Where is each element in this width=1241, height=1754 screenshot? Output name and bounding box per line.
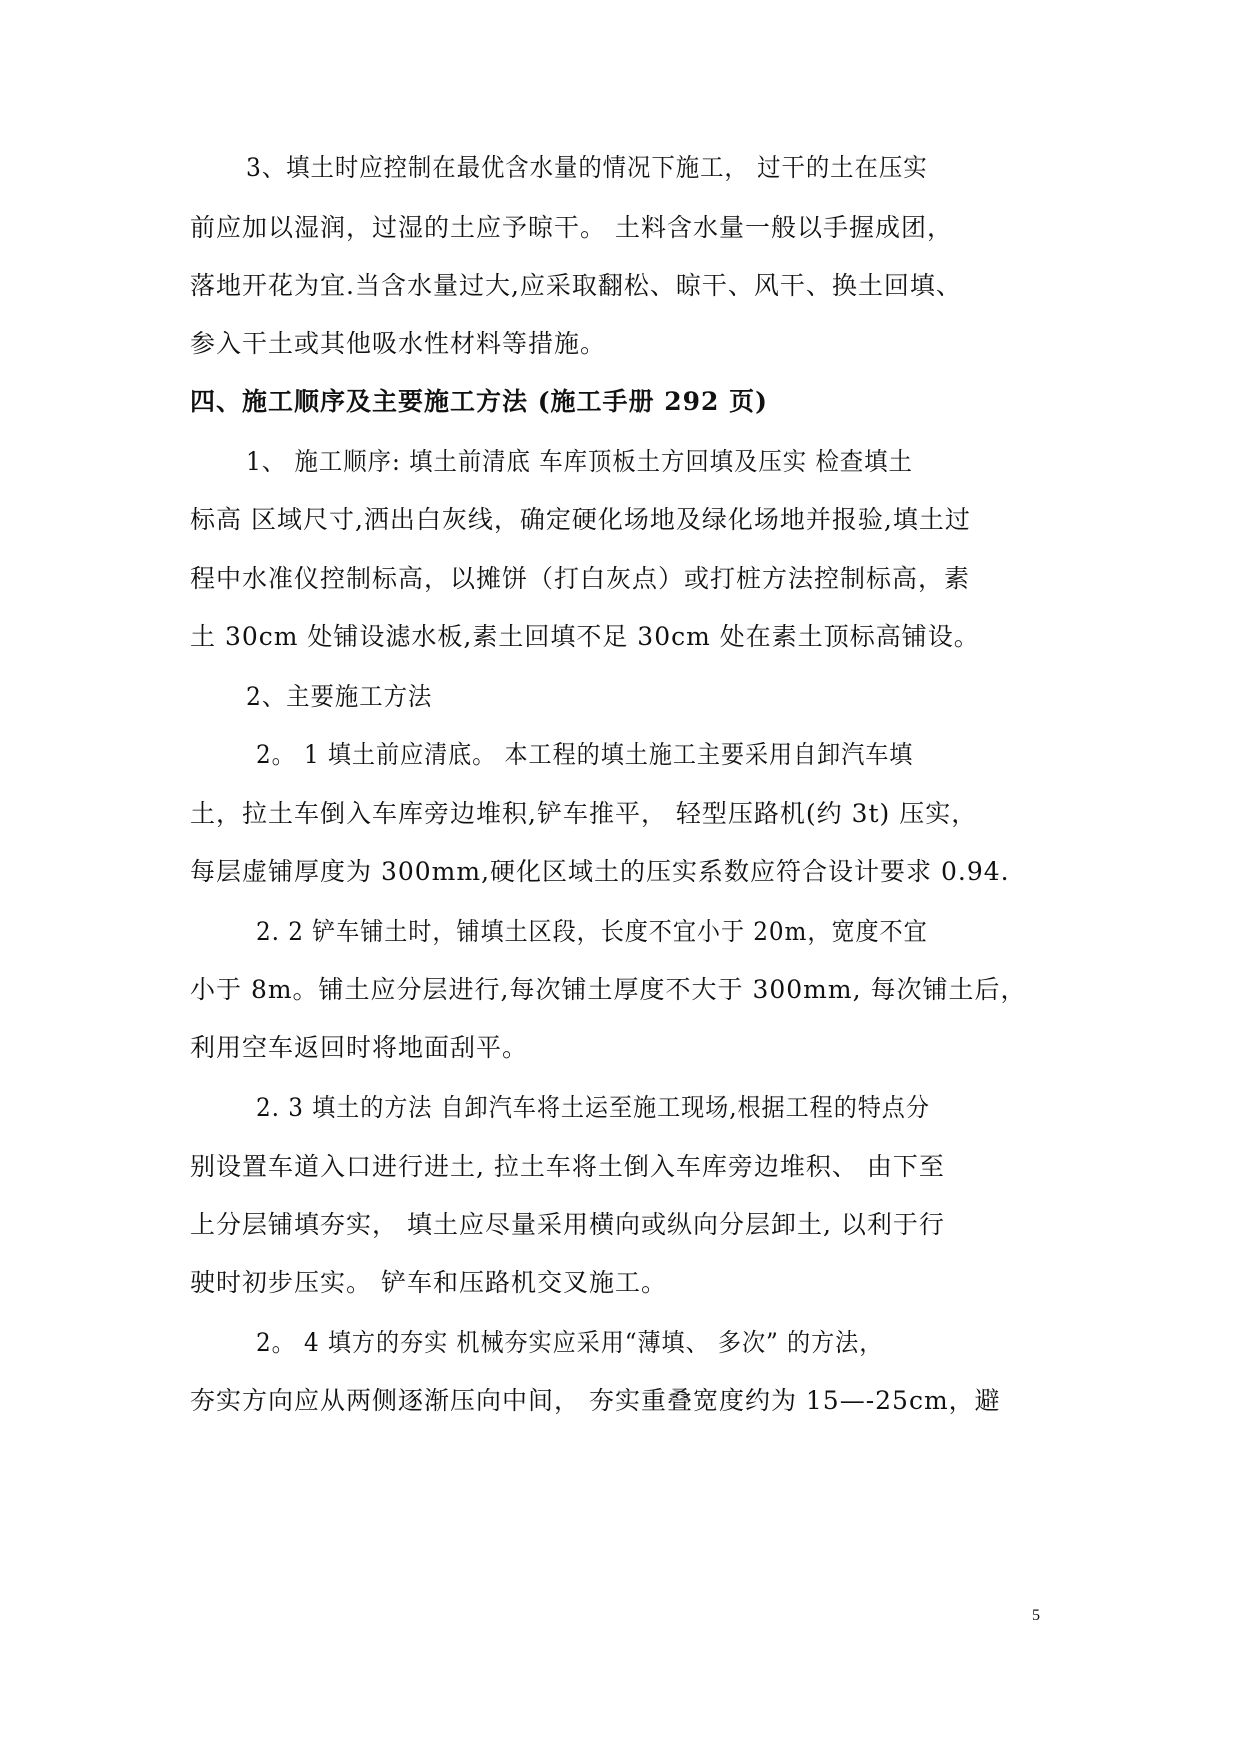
paragraph-line: 2. 2 铲车铺土时，铺填土区段，长度不宜小于 20m，宽度不宜 bbox=[256, 917, 928, 946]
paragraph-line: 2。 1 填土前应清底。 本工程的填土施工主要采用自卸汽车填 bbox=[256, 740, 914, 769]
paragraph-line: 2. 3 填土的方法 自卸汽车将土运至施工现场,根据工程的特点分 bbox=[256, 1093, 930, 1122]
paragraph-line: 落地开花为宜.当含水量过大,应采取翻松、晾干、风干、换土回填、 bbox=[190, 271, 962, 300]
paragraph-line: 前应加以湿润，过湿的土应予晾干。 土料含水量一般以手握成团， bbox=[190, 213, 953, 242]
paragraph-line: 1、 施工顺序: 填土前清底 车库顶板土方回填及压实 检查填土 bbox=[246, 447, 913, 476]
paragraph-line: 夯实方向应从两侧逐渐压向中间， 夯实重叠宽度约为 15—-25cm，避 bbox=[190, 1386, 1001, 1415]
paragraph-line: 2。 4 填方的夯实 机械夯实应采用“薄填、 多次” 的方法， bbox=[256, 1328, 884, 1357]
paragraph-line: 上分层铺填夯实， 填土应尽量采用横向或纵向分层卸土, 以利于行 bbox=[190, 1210, 945, 1239]
section-heading: 四、施工顺序及主要施工方法 (施工手册 292 页) bbox=[190, 387, 768, 416]
paragraph-line: 参入干土或其他吸水性材料等措施。 bbox=[190, 329, 607, 358]
paragraph-line: 3、填土时应控制在最优含水量的情况下施工， 过干的土在压实 bbox=[246, 153, 928, 182]
paragraph-line: 土，拉土车倒入车库旁边堆积,铲车推平， 轻型压路机(约 3t) 压实， bbox=[190, 799, 978, 828]
paragraph-line: 别设置车道入口进行进土, 拉土车将土倒入车库旁边堆积、 由下至 bbox=[190, 1152, 945, 1181]
paragraph-line: 标高 区域尺寸,洒出白灰线，确定硬化场地及绿化场地并报验,填土过 bbox=[190, 505, 971, 534]
page-number: 5 bbox=[1032, 1607, 1040, 1624]
paragraph-line: 程中水准仪控制标高，以摊饼（打白灰点）或打桩方法控制标高，素 bbox=[190, 564, 971, 593]
paragraph-line: 驶时初步压实。 铲车和压路机交叉施工。 bbox=[190, 1268, 667, 1297]
paragraph-line: 利用空车返回时将地面刮平。 bbox=[190, 1033, 529, 1062]
paragraph-line: 每层虚铺厚度为 300mm,硬化区域土的压实系数应符合设计要求 0.94. bbox=[190, 857, 1010, 886]
paragraph-line: 土 30cm 处铺设滤水板,素土回填不足 30cm 处在素土顶标高铺设。 bbox=[190, 622, 980, 651]
subsection-heading: 2、主要施工方法 bbox=[246, 682, 433, 711]
paragraph-line: 小于 8m。铺土应分层进行,每次铺土厚度不大于 300mm, 每次铺土后， bbox=[190, 975, 1027, 1004]
